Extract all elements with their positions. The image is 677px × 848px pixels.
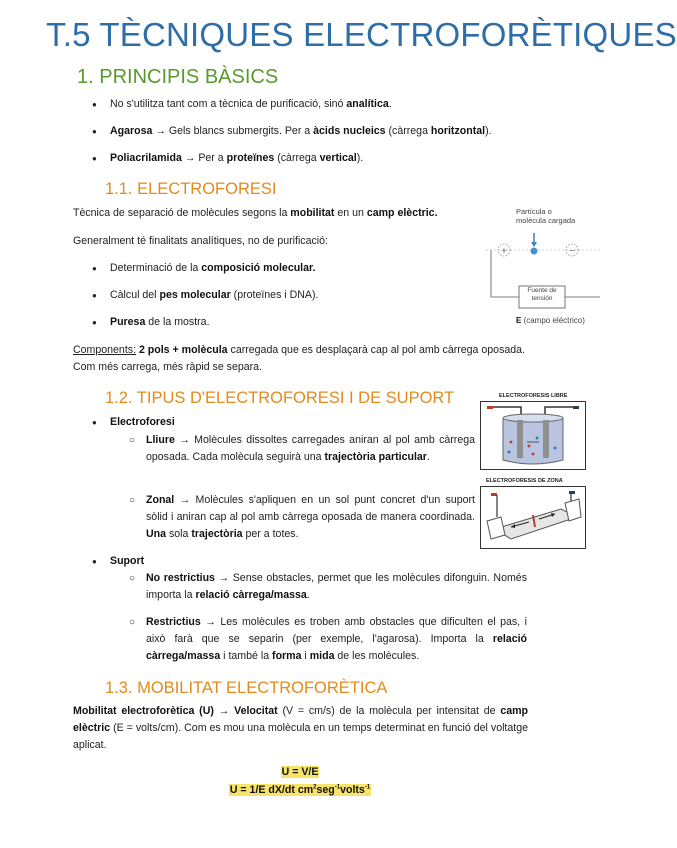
electric-field-figure [486,205,600,333]
formula-2: U = 1/E dX/dt $cm^2seg^{-1}volts^{-1}$ [229,783,371,796]
paragraph: Generalment té finalitats analítiques, no de purificació: [73,235,328,247]
list-item: ● Agarosa → Gels blancs submergits. Per a àcids nucleics (càrrega horitzontal). [110,123,570,140]
sub-list-item: ○ No restrictius → Sense obstacles, permet que les molècules difonguin. Només importa la relació càrrega/massa. [146,570,527,604]
electric-field-diagram [486,225,600,317]
sub-list-item: ○ Restrictius → Les molècules es troben amb obstacles que dificulten el pas, i això farà que se separin (per exemple, l'agarosa). Importa la relació càrrega/massa i també la forma i mida de les molècules. [146,614,527,665]
list-item: ● Puresa de la mostra. [110,314,480,331]
list-item: ● Determinació de la composició molecular. [110,260,480,277]
section-heading-tipus: 1.2. TIPUS D'ELECTROFORESI I DE SUPORT [105,389,455,407]
list-item: ● Electroforesi [110,414,175,431]
formula-1: U = V/E [281,766,319,778]
page-title: T.5 TÈCNIQUES ELECTROFORÈTIQUES [46,16,677,53]
section-heading-principis: 1. PRINCIPIS BÀSICS [77,66,279,88]
free-electrophoresis-diagram [481,402,585,469]
zonal-electrophoresis-diagram [481,487,585,548]
section-heading-mobilitat: 1.3. MOBILITAT ELECTROFORÈTICA [105,679,388,697]
figure-caption: ELECTROFORESIS DE ZONA [486,478,563,484]
paragraph: Mobilitat electroforètica (U) → Velocitat (V = cm/s) de la molècula per intensitat de camp elèctric (E = volts/cm). Com es mou una molècula en un temps determinat en funció del voltatge aplicat. [73,705,528,751]
zonal-electrophoresis-figure [480,486,586,549]
field-label: E (campo eléctrico) [516,316,585,325]
formula-block [0,765,600,798]
paragraph: Tècnica de separació de molècules segons la mobilitat en un camp elèctric. [73,207,438,219]
minus-sign: − [568,246,576,255]
sub-list-item: ○ Lliure → Molècules dissoltes carregades aniran al pol amb càrrega oposada. Cada molècula seguirà una trajectòria particular. [146,432,475,466]
figure-caption: ELECTROFORESIS LIBRE [499,393,568,399]
list-item: ● Suport [110,553,144,570]
paragraph: Components: 2 pols + molècula carregada que es desplaçarà cap al pol amb càrrega oposada. Com més carrega, més ràpid se separa. [73,344,525,373]
list-item: ● Poliacrilamida → Per a proteïnes (càrrega vertical). [110,150,570,167]
section-heading-electroforesi: 1.1. ELECTROFORESI [105,180,277,198]
figure-caption: Partícula o molècula cargada [516,207,576,225]
sub-list-item: ○ Zonal → Molècules s'apliquen en un sol punt concret d'un suport sòlid i aniran cap al pol amb càrrega oposada de manera coordinada. Una sola trajectòria per a totes. [146,492,475,543]
list-item: ● No s'utilitza tant com a tècnica de purificació, sinó analítica. [110,96,570,113]
list-item: ● Càlcul del pes molecular (proteïnes i DNA). [110,287,480,304]
plus-sign: + [500,246,508,255]
power-source-label: Fuente de tensión [527,287,557,302]
free-electrophoresis-figure [480,401,586,470]
